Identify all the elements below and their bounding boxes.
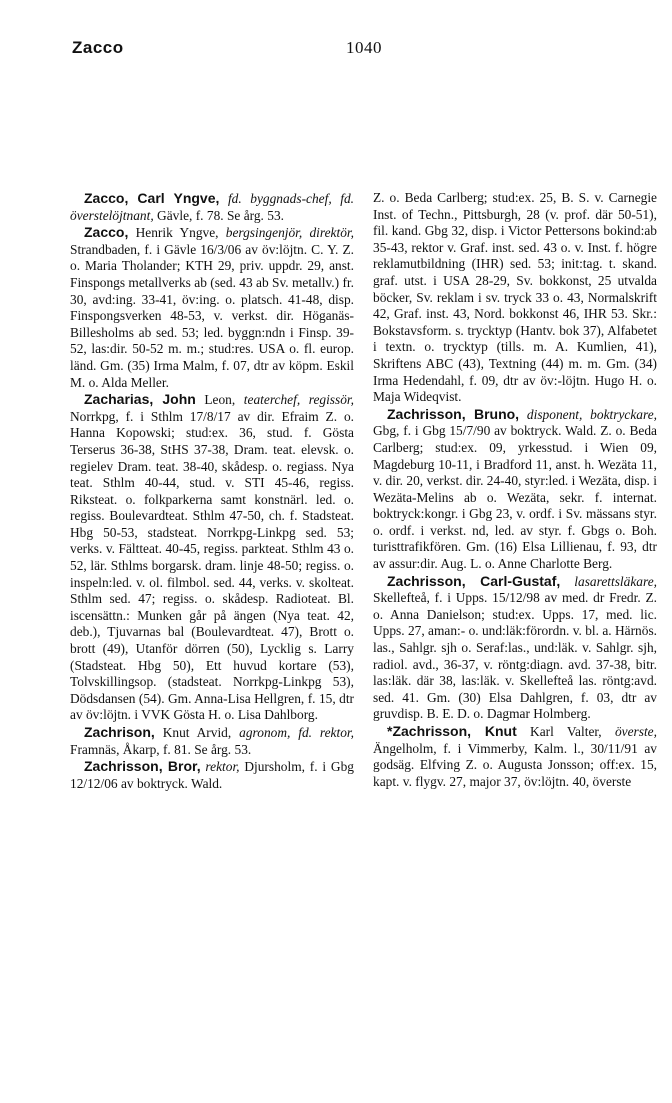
running-title: Zacco [72,38,124,57]
entry-text: Strandbaden, f. i Gävle 16/3/06 av öv:löjtn. C. Y. Z. o. Maria Tholander; KTH 29, priv. uppdr. 29, anst. Finspongs metallverks ab (sed. 43 ab Sv. metallv.) fr. 30, avd:ing. 33-41, öv:ing. o. platsch. 41-48, disp. Finspongsverken 48-53, v. verkst. dir. Höganäs-Billesholms ab sed. 53; led. byggn:ndn i Finsp. 39-52, las:dir. 50-52 m. m.; stud:res. USA o. fl. europ. länd. Gm. (35) Irma Malm, f. 07, dtr av köpm. Eskil M. o. Alda Meller. [70,241,354,390]
entry-title: teaterchef, regissör, [243,392,354,408]
entry-title: rektor, [205,759,240,775]
entry-text: Skellefteå, f. i Upps. 15/12/98 av med. dr Fredr. Z. o. Anna Danielson; stud:ex. Upps. 17, med. lic. Upps. 27, aman:- o. und:läk:förordn. v. bl. a. Härnös. las., Sahlgr. sjh o. Seraf:las., und:läk. v. Sahlgr. sjh, radiol. avd., 36-37, v. röntg:diagn. avd. 37-38, bitr. las:läk. där 38, las:läk. v. Skellefteå las. röntg:avd. sed. 41. Gm. (30) Elsa Dahlgren, f. 03, dtr av gruvdisp. B. E. D. o. Dagmar Holmberg. [373,590,658,722]
entry-title: bergsingenjör, direktör, [225,225,354,241]
page-number: 1040 [346,38,382,57]
entry-zachrisson-bror [70,758,354,792]
entry-zachrisson-carl-gustaf [373,573,657,723]
entry-zacco-henrik-yngve [70,224,354,391]
entry-title: disponent, boktryckare, [526,406,657,422]
entry-name-rest: Leon, [204,392,236,408]
entry-name-rest: Knut Arvid, [162,725,232,740]
entry-name-rest: Karl Valter, [530,724,602,739]
entry-title: lasarettsläkare, [574,573,657,589]
entry-name: Zachrisson, Bror, [84,758,201,775]
entry-text: Gävle, f. 78. Se årg. 53. [157,207,284,223]
entry-name: Zacharias, John [84,391,196,408]
entry-text: Framnäs, Åkarp, f. 81. Se årg. 53. [70,741,252,757]
entry-zachrisson-bror-continued [373,190,657,406]
entry-zachrisson-bruno [373,406,657,573]
entry-text: Ängelholm, f. i Vimmerby, Kalm. l., 30/11/91 av godsäg. Elfving Z. o. Augusta Jonsson; off:ex. 15, kapt. v. flygv. 27, major 37, öv:löjtn. 40, överste [373,740,657,789]
left-column [70,190,354,792]
entry-text: Norrkpg, f. i Sthlm 17/8/17 av dir. Efraim Z. o. Hanna Kopowski; stud:ex. 36, stud. f. Gösta Terserus 36-38, StHS 37-38, Dram. teat. elevsk. o. regielev Dram. teat. 38-40, skådesp. o. regiass. Nya teat. Sthlm 40-44, stud. v. STI 45-46, regiss. Riksteat. o. folkparkerna samt konstnärl. led. o. regiss. Boulevardteat. Sthlm 47-50, ch. f. Stadsteat. Hbg 50-53, stadsteat. Norrkpg-Linkpg sed. 53; verks. v. Fältteat. 40-45, regiss. parkteat. Sthlm 43 o. 52, lär. Sthlms borgarsk. dram. linje 48-50; regiss. o. inspeln:led. v. ol. filmbol. sed. 44, verks. v. skolteat. Sthlm sed. 47; regiss. o. skådesp. Radioteat. Bl. iscensättn.: Munken går på ängen (Nya teat. 42, deb.), Tjuvarnas bal (Boulevardteat. 47), Brott o. brott (49), Utanför dörren (50), Lycklig s. Larry (Stadsteat. Hbg 50), Ett huvud kortare (53), Tolvskillingsop. (stadsteat. Norrkpg-Linkpg 53), Dödsdansen (54). Gm. Anna-Lisa Hellgren, f. 15, dtr av öv:löjtn. i VVK Gösta H. o. Lisa Dahlborg. [70,408,354,723]
entry-name: *Zachrisson, Knut [387,723,517,739]
entry-name: Zacco, Carl Yngve, [84,190,220,206]
entry-title: agronom, fd. rektor, [239,725,354,740]
entry-text: Gbg, f. i Gbg 15/7/90 av boktryck. Wald. Z. o. Beda Carlberg; stud:ex. 09, yrkesstud. i Wien 09, Magdeburg 10-11, i Bradford 11, anst. h. Wezäta 11, v. dir. 20, verkst. dir. 24-40, styr:led. i Wezäta, disp. i Wezäta-Melins ab o. Wezäta, sekr. f. internat. boktryck:kongr. i Gbg 23, v. ordf. i Sv. mässans styr. o. ordf. i verkst. nd, led. av styr. f. Gbgs o. Boh. turisttrafikfören. Gm. (16) Elsa Lillienau, f. 93, dtr av assur:dir. Aug. L. o. Anne Charlotte Berg. [373,423,657,572]
entry-zacharias-john [70,391,354,724]
entry-name: Zachrisson, Carl-Gustaf, [387,572,561,589]
entry-title: fd. byggnads-chef, fd. överstelöjtnant, [70,191,354,223]
right-column [373,190,657,790]
entry-title: överste, [614,724,657,739]
entry-text: Z. o. Beda Carlberg; stud:ex. 25, B. S. v. Carnegie Inst. of Techn., Pittsburgh, 28 (v. prof. där 50-51), fil. kand. Gbg 32, disp. i Victor Pettersons bokind:ab 35-43, rektor v. Graf. inst. sed. 43 o. v. Inst. f. högre reklamutbildning (IHR) sed. 53; init:tag. t. skand. graf. utst. i USA 28-29, Sv. bokkonst, 25 utvalda böcker, Sv. reklam i sv. tryck 33 o. 43, Normalskrift 42, Graf. inst. 43, Nord. bokkonst 46, IHR 53. Skr.: Bokstavsform. s. trycktyp (Hantv. bok 37), Alfabetet i textn. o. trycktyp (tills. m. A. Kumlien, 41), Skriftens ABC (43), Textning (44) m. m. Gm. (34) Irma Hedendahl, f. 09, dtr av öv:-löjtn. Hugo H. o. Maja Wideqvist. [373,190,657,405]
entry-name: Zachrison, [84,724,155,740]
entry-name: Zacco, [84,224,129,241]
entry-zachrisson-knut [373,723,657,790]
entry-zachrison-knut-arvid [70,724,354,758]
entry-zacco-carl-yngve [70,190,354,224]
entry-text: Djursholm, f. i Gbg 12/12/06 av boktryck. Wald. [70,759,354,791]
entry-name-rest: Henrik Yngve, [135,225,219,241]
entry-name: Zachrisson, Bruno, [387,405,520,422]
